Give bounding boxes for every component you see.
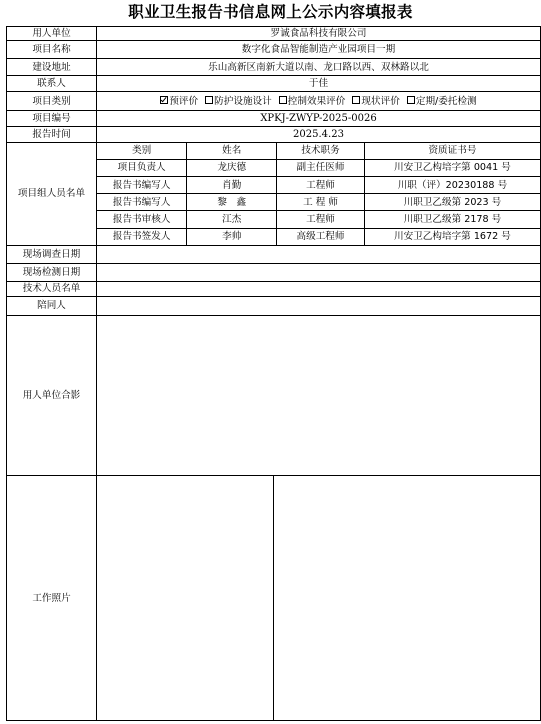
field-label: 项目编号 — [7, 110, 97, 126]
row-category — [7, 92, 541, 110]
staff-role: 报告书签发人 — [97, 228, 187, 245]
employer-value: 罗诚食品科技有限公司 — [97, 27, 541, 41]
option-status-evaluation[interactable]: 现状评价 — [352, 96, 399, 107]
staff-name: 江杰 — [187, 211, 277, 228]
staff-certificate: 川职卫乙级第 2023 号 — [364, 194, 540, 211]
staff-header: 技术职务 — [277, 143, 365, 159]
option-control-evaluation[interactable]: 控制效果评价 — [279, 96, 346, 107]
staff-row — [97, 211, 540, 228]
staff-certificate: 川职（评）20230188 号 — [364, 176, 540, 193]
staff-title: 副主任医师 — [277, 159, 365, 176]
field-label: 项目组人员名单 — [7, 142, 97, 245]
staff-name: 黎 鑫 — [187, 194, 277, 211]
option-protection-design[interactable]: 防护设施设计 — [205, 96, 272, 107]
staff-row — [97, 194, 540, 211]
field-label: 项目名称 — [7, 41, 97, 59]
field-label: 项目类别 — [7, 92, 97, 110]
row-survey-date — [7, 245, 541, 263]
staff-name: 肖勤 — [187, 176, 277, 193]
staff-header: 姓名 — [187, 143, 277, 159]
row-project-no — [7, 110, 541, 126]
row-group-photo — [7, 315, 541, 475]
checkbox-icon[interactable] — [205, 96, 213, 104]
staff-role: 项目负责人 — [97, 159, 187, 176]
staff-role: 报告书编写人 — [97, 194, 187, 211]
row-escort — [7, 296, 541, 315]
report-time-value: 2025.4.23 — [97, 126, 541, 142]
staff-title: 工 程 师 — [277, 194, 365, 211]
checkbox-icon[interactable] — [352, 96, 360, 104]
staff-header-row — [97, 143, 540, 159]
survey-date-value[interactable] — [97, 245, 541, 263]
row-employer — [7, 27, 541, 41]
contact-value: 于佳 — [97, 76, 541, 92]
field-label: 工作照片 — [7, 476, 97, 721]
checkbox-icon[interactable] — [407, 96, 415, 104]
group-photo-area[interactable] — [97, 315, 541, 475]
staff-role: 报告书编写人 — [97, 176, 187, 193]
disclosure-form — [6, 26, 541, 721]
field-label: 现场调查日期 — [7, 245, 97, 263]
row-staff — [7, 142, 541, 245]
row-report-time — [7, 126, 541, 142]
project-name-value: 数字化食品智能制造产业园项目一期 — [97, 41, 541, 59]
staff-certificate: 川安卫乙构培字第 1672 号 — [364, 228, 540, 245]
field-label: 用人单位合影 — [7, 315, 97, 475]
row-work-photos — [7, 476, 541, 721]
field-label: 陪同人 — [7, 296, 97, 315]
staff-table — [97, 143, 540, 245]
field-label: 技术人员名单 — [7, 281, 97, 296]
staff-name: 龙庆德 — [187, 159, 277, 176]
field-label: 现场检测日期 — [7, 263, 97, 281]
row-tech-staff — [7, 281, 541, 296]
field-label: 用人单位 — [7, 27, 97, 41]
option-pre-evaluation[interactable]: 预评价 — [160, 96, 198, 107]
staff-title: 工程师 — [277, 176, 365, 193]
field-label: 联系人 — [7, 76, 97, 92]
tech-staff-value[interactable] — [97, 281, 541, 296]
form-title: 职业卫生报告书信息网上公示内容填报表 — [128, 2, 413, 21]
staff-row — [97, 159, 540, 176]
work-photo-area-right[interactable] — [274, 476, 541, 721]
address-value: 乐山高新区南新大道以南、龙口路以西、双林路以北 — [97, 59, 541, 76]
staff-title: 高级工程师 — [277, 228, 365, 245]
staff-role: 报告书审核人 — [97, 211, 187, 228]
checkbox-checked-icon[interactable] — [160, 96, 168, 104]
staff-certificate: 川安卫乙构培字第 0041 号 — [364, 159, 540, 176]
option-periodic-testing[interactable]: 定期/委托检测 — [407, 96, 477, 107]
field-label: 建设地址 — [7, 59, 97, 76]
staff-table-cell — [97, 142, 541, 245]
category-options — [97, 92, 541, 110]
checkbox-icon[interactable] — [279, 96, 287, 104]
staff-header: 类别 — [97, 143, 187, 159]
work-photo-area-left[interactable] — [97, 476, 274, 721]
staff-row — [97, 228, 540, 245]
row-contact — [7, 76, 541, 92]
row-address — [7, 59, 541, 76]
row-project-name — [7, 41, 541, 59]
escort-value[interactable] — [97, 296, 541, 315]
field-label: 报告时间 — [7, 126, 97, 142]
row-test-date — [7, 263, 541, 281]
staff-row — [97, 176, 540, 193]
staff-name: 李帅 — [187, 228, 277, 245]
staff-header: 资质证书号 — [364, 143, 540, 159]
staff-title: 工程师 — [277, 211, 365, 228]
staff-certificate: 川职卫乙级第 2178 号 — [364, 211, 540, 228]
test-date-value[interactable] — [97, 263, 541, 281]
project-no-value: XPKJ-ZWYP-2025-0026 — [97, 110, 541, 126]
